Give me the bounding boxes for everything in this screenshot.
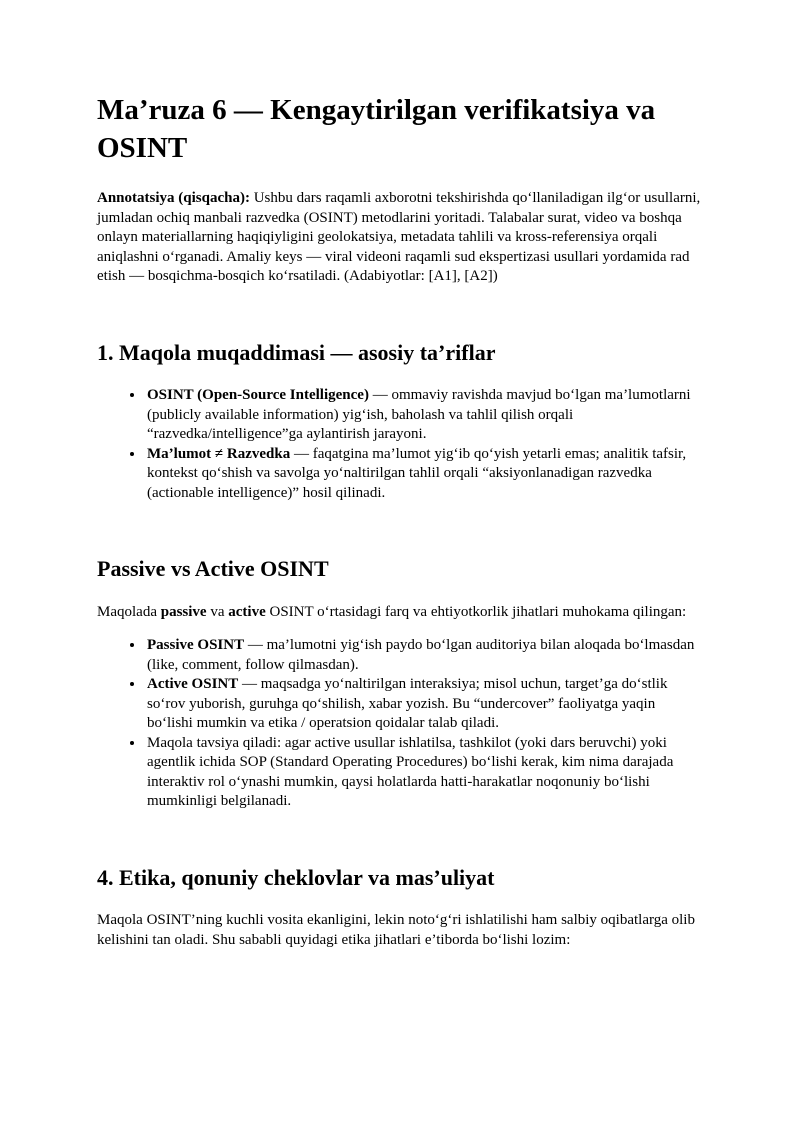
list-item [145,636,703,675]
annotation-text: Ushbu dars raqamli axborotni tekshirishda qoʻllaniladigan ilgʻor usullarni, jumladan ochiq manbali razvedka (OSINT) metodlarini yoritadi. Talabalar surat, video va boshqa onlayn materiallarning haqiqiyligini geolokatsiya, metadata tahlili va kross-referensiya orqali aniqlashni oʻrganadi. Amaliy keys — viral videoni raqamli sud ekspertizasi usullari yordamida rad etish — bosqichma-bosqich koʻrsatiladi. (Adabiyotlar: [A1], [A2]) [97,190,701,285]
list-item-text: Maqola tavsiya qiladi: agar active usullar ishlatilsa, tashkilot (yoki dars beruvchi) yoki agentlik ichida SOP (Standard Operating Procedures) boʻlishi kerak, kim nima darajada interaktiv rol oʻynashi mumkin, qaysi holatlarda hatti-harakatlar noqonuniy boʻlishi mumkinligi belgilanadi. [147,734,674,810]
list-item-lead: OSINT (Open-Source Intelligence) [147,387,369,404]
section-heading-ethics: 4. Etika, qonuniy cheklovlar va mas’uliyat [97,864,495,890]
list-item-text: — faqatgina ma’lumot yigʻib qoʻyish yetarli emas; analitik tafsir, kontekst qoʻshish va savolga yoʻnaltirilgan tahlil orqali “aksiyonlanadigan razvedka (actionable intelligence)” hosil qilinadi. [147,445,687,501]
list-item-text: — ma’lumotni yigʻish paydo boʻlgan auditoriya bilan aloqada boʻlmasdan (like, comment, follow qilmasdan). [147,637,695,673]
definitions-list [97,386,703,503]
intro-emphasis: passive [160,603,207,620]
intro-part: OSINT oʻrtasidagi farq va ehtiyotkorlik jihatlari muhokama qilingan: [265,603,687,620]
list-item-text: — ommaviy ravishda mavjud boʻlgan ma’lumotlarni (publicly available information) yigʻish, baholash va tahlil qilish orqali “razvedka/intelligence”ga aylantirish jarayoni. [147,387,691,443]
list-item-lead: Passive OSINT [147,637,245,654]
intro-part: Maqolada [97,603,161,620]
section-heading-definitions: 1. Maqola muqaddimasi — asosiy ta’riflar [97,339,496,365]
intro-emphasis: active [228,603,266,620]
list-item [145,386,703,445]
list-item-lead: Ma’lumot ≠ Razvedka [147,445,291,462]
list-item-lead: Active OSINT [147,676,239,693]
passive-active-intro [97,603,703,623]
annotation-label: Annotatsiya (qisqacha): [97,190,250,207]
section-heading-passive-active: Passive vs Active OSINT [97,556,329,582]
list-item [145,675,703,734]
list-item [145,445,703,504]
ethics-paragraph: Maqola OSINT’ning kuchli vosita ekanligini, lekin notoʻgʻri ishlatilishi ham salbiy oqibatlarga olib kelishini tan oladi. Shu sababli quyidagi etika jihatlari e’tiborda boʻlishi lozim: [97,912,695,948]
page-title: Ma’ruza 6 — Kengaytirilgan verifikatsiya va OSINT [97,94,656,164]
intro-part: va [206,603,229,620]
list-item-text: — maqsadga yoʻnaltirilgan interaksiya; misol uchun, target’ga doʻstlik soʻrov yuborish, guruhga qoʻshilish, xabar yozish. Bu “undercover” faoliyatga yaqin boʻlishi mumkin va etika / operatsion qoidalar talab qiladi. [147,676,668,732]
annotation-paragraph [97,189,703,287]
list-item [145,734,703,812]
passive-active-list [97,636,703,812]
